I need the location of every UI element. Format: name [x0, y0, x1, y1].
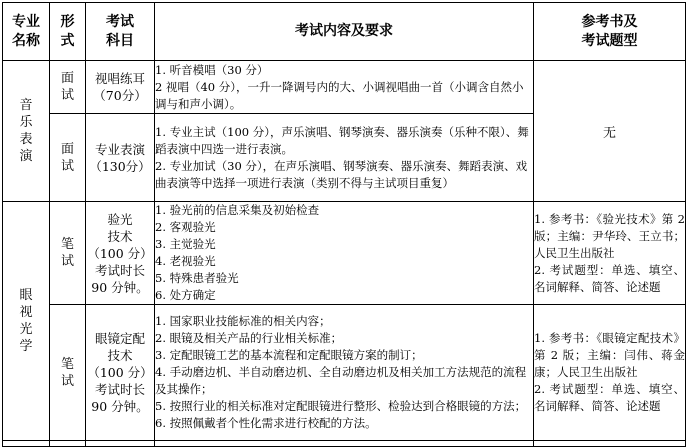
table-row [3, 61, 686, 114]
major-cell: 音乐表演 [3, 61, 50, 202]
subject-cell: 视唱练耳 （70分） [86, 61, 155, 114]
content-cell: 1. 专业主试（100 分），声乐演唱、钢琴演奏、器乐演奏（乐种不限）、舞蹈表演中四选一进行表演。 2. 专业加试（30 分），在声乐演唱、钢琴演奏、器乐演奏、舞蹈表演、戏曲表演等中选择一项进行表演（类别不得与主试项目重复） [155, 114, 534, 202]
table-row [3, 202, 686, 305]
content-cell: 1. 验光前的信息采集及初始检查 2. 客观验光 3. 主觉验光 4. 老视验光 5. 特殊患者验光 6. 处方确定 [155, 202, 534, 305]
table-row-cutoff [3, 441, 686, 447]
form-cell: 面试 [50, 114, 86, 202]
subject-cell: 验光 技术 （100 分） 考试时长 90 分钟。 [86, 202, 155, 305]
exam-requirements-table [2, 2, 686, 447]
reference-cell: 无 [534, 61, 686, 202]
reference-cell: 1. 参考书：《眼镜定配技术》第 2 版；主编：闫伟、蒋金康；人民卫生出版社 2. 考试题型：单选、填空、名词解释、简答、论述题 [534, 305, 686, 441]
header-form: 形 式 [50, 3, 86, 61]
form-cell: 笔试 [50, 305, 86, 441]
form-cell: 笔试 [50, 202, 86, 305]
content-cell: 1. 听音模唱（30 分） 2 视唱（40 分），一升一降调号内的大、小调视唱曲一首（小调含自然小调与和声小调）。 [155, 61, 534, 114]
form-cell: 面试 [50, 61, 86, 114]
major-cell: 眼视光学 [3, 202, 50, 441]
header-reference: 参考书及 考试题型 [534, 3, 686, 61]
header-subject: 考试 科目 [86, 3, 155, 61]
header-content: 考试内容及要求 [155, 3, 534, 61]
subject-cell: 眼镜定配 技术 （100 分） 考试时长 90 分钟。 [86, 305, 155, 441]
table-row [3, 305, 686, 441]
subject-cell: 专业表演 （130分） [86, 114, 155, 202]
reference-cell: 1. 参考书：《验光技术》第 2 版；主编：尹华玲、王立书；人民卫生出版社 2. 考试题型：单选、填空、名词解释、简答、论述题 [534, 202, 686, 305]
header-major: 专业 名称 [3, 3, 50, 61]
content-cell: 1. 国家职业技能标准的相关内容； 2. 眼镜及相关产品的行业相关标准； 3. 定配眼镜工艺的基本流程和定配眼镜方案的制订； 4. 手动磨边机、半自动磨边机、全自动磨边机及相关加工方法规范的流程及其操作； 5. 按照行业的相关标准对定配眼镜进行整形、检验达到合格眼镜的方法； 6. 按照佩戴者个性化需求进行校配的方法。 [155, 305, 534, 441]
header-row [3, 3, 686, 61]
